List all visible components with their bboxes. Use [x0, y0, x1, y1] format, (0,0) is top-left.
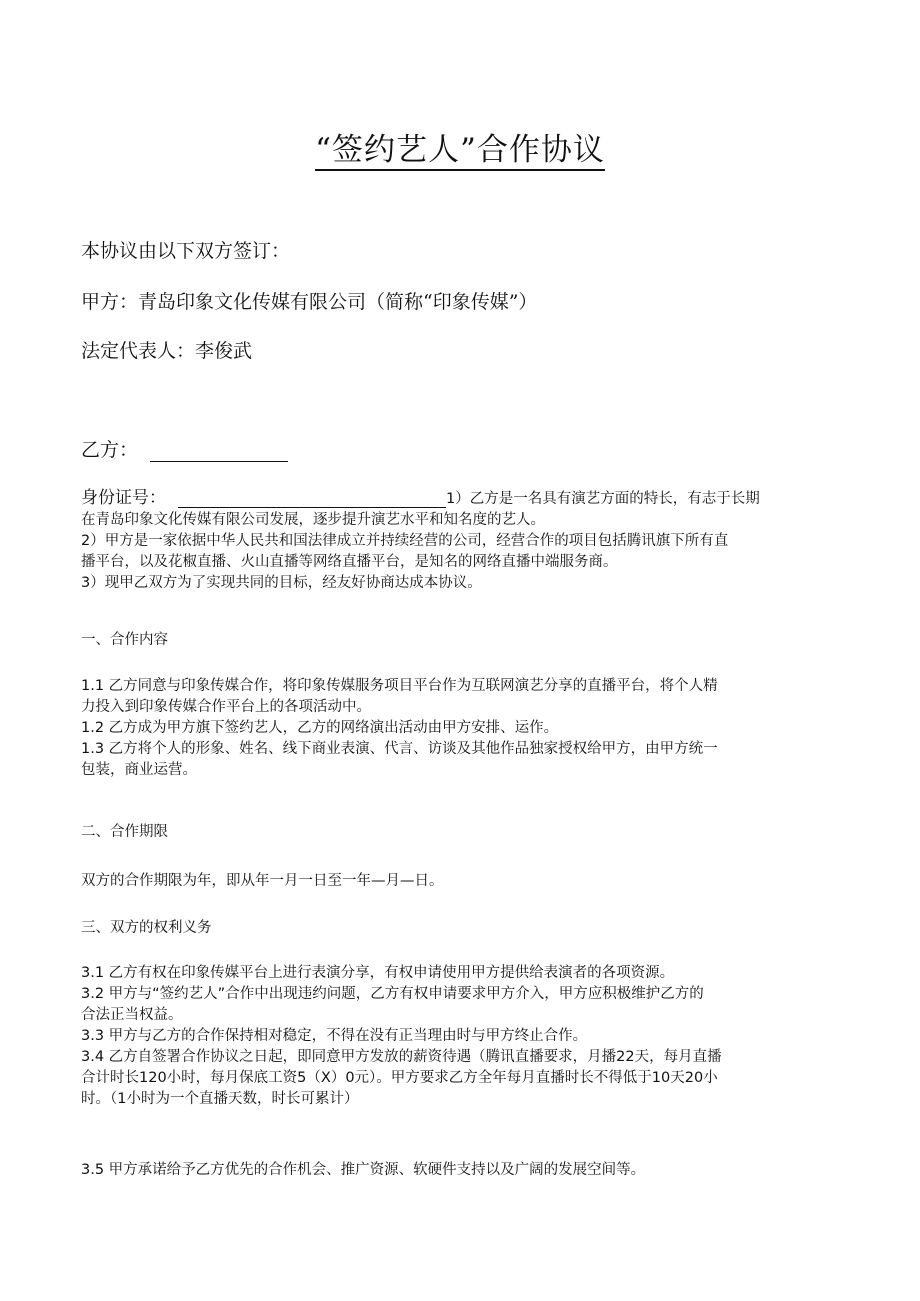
clause-1-1-line-1: 1.1 乙方同意与印象传媒合作，将印象传媒服务项目平台作为互联网演艺分享的直播平台，将个人精	[81, 678, 718, 694]
term-paragraph: 双方的合作期限为年，即从年一月一日至一年—月—日。	[81, 873, 444, 889]
title-text: “签约艺人”合作协议	[315, 132, 605, 171]
party-a-line: 甲方：青岛印象文化传媒有限公司（简称“印象传媒”）	[81, 291, 538, 313]
section-1-heading: 一、合作内容	[81, 632, 168, 648]
recital-1-continued: 在青岛印象文化传媒有限公司发展，逐步提升演艺水平和知名度的艺人。	[81, 512, 545, 528]
recitals-block	[81, 510, 841, 594]
section-3-clauses	[81, 963, 841, 1110]
clause-3-2-line-1: 3.2 甲方与“签约艺人”合作中出现违约问题，乙方有权申请要求甲方介入，甲方应积极维护乙方的	[81, 986, 704, 1002]
recital-1-start: 1）乙方是一名具有演艺方面的特长，有志于长期	[446, 491, 760, 507]
clause-3-5: 3.5 甲方承诺给予乙方优先的合作机会、推广资源、软硬件支持以及广阔的发展空间等。	[81, 1162, 646, 1178]
clause-1-1-line-2: 力投入到印象传媒合作平台上的各项活动中。	[81, 699, 371, 715]
id-number-blank	[178, 489, 446, 508]
clause-3-3: 3.3 甲方与乙方的合作保持相对稳定，不得在没有正当理由时与甲方终止合作。	[81, 1028, 588, 1044]
clause-3-4-line-2: 合计时长120小时，每月保底工资5（X）0元）。甲方要求乙方全年每月直播时长不得低于10天20小	[81, 1070, 718, 1086]
party-b-line	[81, 435, 288, 462]
recital-2-line-2: 播平台，以及花椒直播、火山直播等网络直播平台，是知名的网络直播中端服务商。	[81, 554, 618, 570]
party-b-blank	[150, 443, 288, 462]
clause-3-4-line-1: 3.4 乙方自签署合作协议之日起，即同意甲方发放的薪资待遇（腾讯直播要求，月播22天，每月直播	[81, 1049, 722, 1065]
clause-1-3-line-2: 包装，商业运营。	[81, 762, 197, 778]
intro-line: 本协议由以下双方签订：	[81, 240, 291, 262]
section-1-clauses	[81, 676, 841, 781]
section-2-heading: 二、合作期限	[81, 824, 168, 840]
id-label: 身份证号：	[81, 488, 166, 508]
party-b-label: 乙方：	[81, 439, 139, 461]
recital-2-line-1: 2）甲方是一家依据中华人民共和国法律成立并持续经营的公司，经营合作的项目包括腾讯旗下所有直	[81, 533, 729, 549]
recital-3: 3）现甲乙双方为了实现共同的目标，经友好协商达成本协议。	[81, 575, 482, 591]
section-3-heading: 三、双方的权利义务	[81, 920, 212, 936]
clause-1-3-line-1: 1.3 乙方将个人的形象、姓名、线下商业表演、代言、访谈及其他作品独家授权给甲方，由甲方统一	[81, 741, 718, 757]
id-number-line	[81, 483, 760, 508]
clause-3-4-line-3: 时。（1小时为一个直播天数，时长可累计）	[81, 1091, 359, 1107]
legal-representative-line: 法定代表人：李俊武	[81, 340, 253, 362]
clause-3-1: 3.1 乙方有权在印象传媒平台上进行表演分享，有权申请使用甲方提供给表演者的各项资源。	[81, 965, 675, 981]
clause-1-2: 1.2 乙方成为甲方旗下签约艺人，乙方的网络演出活动由甲方安排、运作。	[81, 720, 559, 736]
clause-3-2-line-2: 合法正当权益。	[81, 1007, 183, 1023]
document-title	[0, 124, 920, 169]
